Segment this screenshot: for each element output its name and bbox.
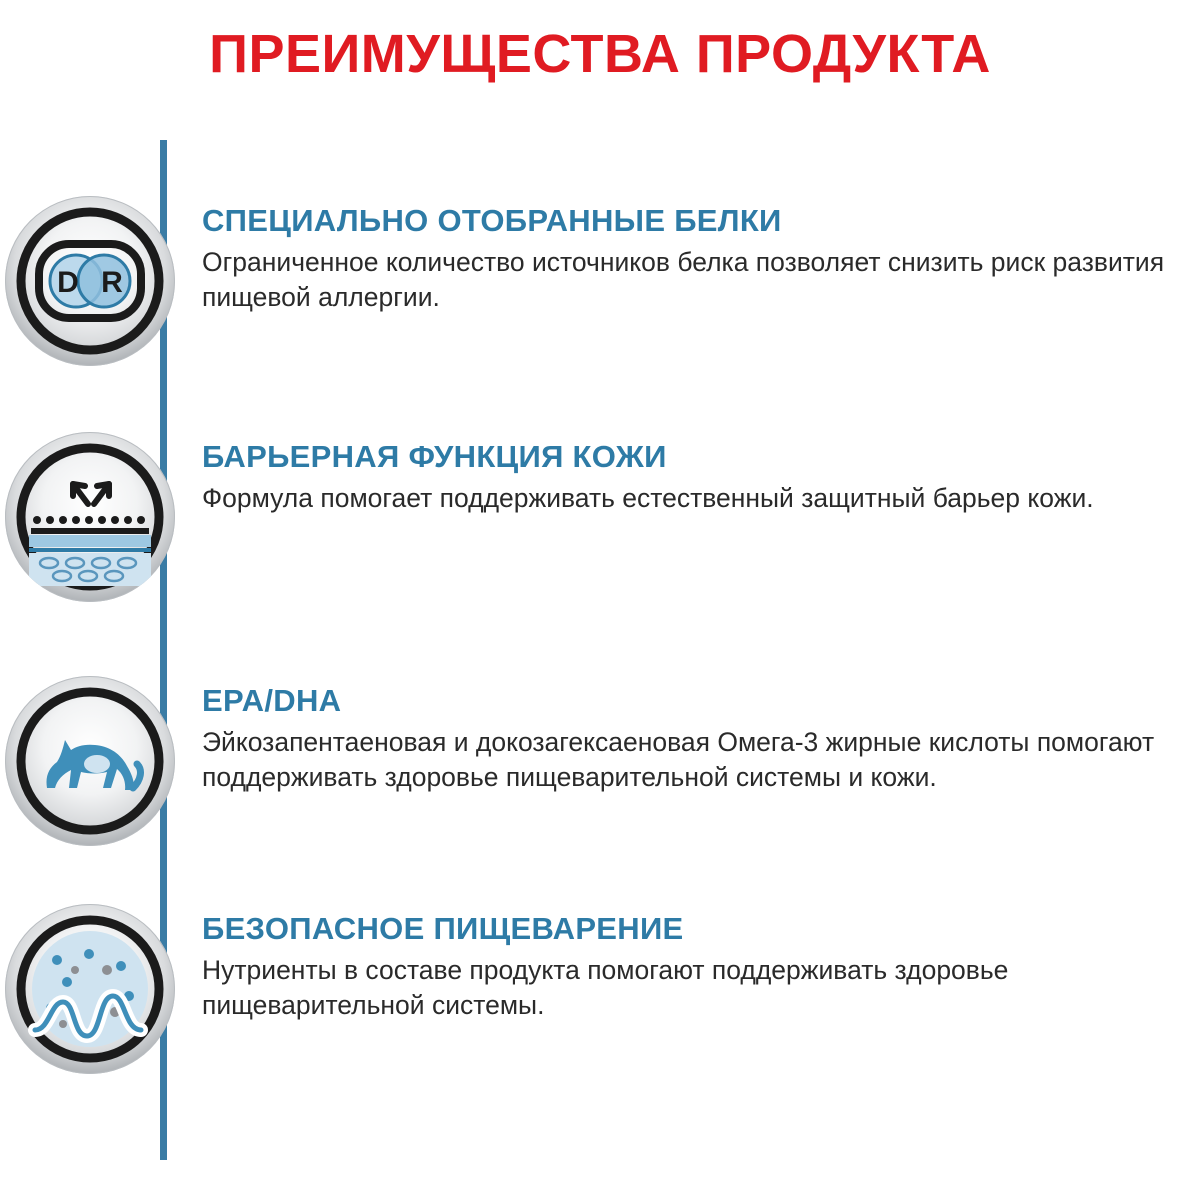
benefit-title: БАРЬЕРНАЯ ФУНКЦИЯ КОЖИ [202, 439, 667, 474]
benefit-icon-wrap [0, 670, 180, 846]
benefit-text [180, 898, 1200, 1023]
benefit-icon-wrap [0, 898, 180, 1074]
svg-text:R: R [101, 266, 123, 299]
dr-lenses-icon [5, 196, 175, 366]
benefit-text [180, 670, 1200, 795]
benefit-item [0, 190, 1200, 366]
benefit-title: СПЕЦИАЛЬНО ОТОБРАННЫЕ БЕЛКИ [202, 203, 782, 238]
benefit-text [180, 426, 1200, 516]
benefit-description: Эйкозапентаеновая и докозагексаеновая Омега-3 жирные кислоты помогают поддерживать здоровье пищеварительной системы и кожи. [202, 726, 1155, 792]
skin-barrier-icon [5, 432, 175, 602]
benefit-item [0, 426, 1200, 602]
benefit-icon-wrap [0, 426, 180, 602]
benefit-title: EPA/DHA [202, 683, 342, 718]
benefits-list [0, 190, 1200, 1116]
cat-digestive-icon [5, 676, 175, 846]
benefit-title: БЕЗОПАСНОЕ ПИЩЕВАРЕНИЕ [202, 911, 684, 946]
svg-text:D: D [57, 266, 79, 299]
benefit-description: Формула помогает поддерживать естественный защитный барьер кожи. [202, 482, 1094, 513]
gut-digestion-icon [5, 904, 175, 1074]
benefit-item [0, 670, 1200, 846]
benefit-icon-wrap [0, 190, 180, 366]
benefit-text [180, 190, 1200, 315]
benefit-description: Ограниченное количество источников белка позволяет снизить риск развития пищевой аллергии. [202, 246, 1165, 312]
page-title: ПРЕИМУЩЕСТВА ПРОДУКТА [209, 24, 991, 84]
benefit-description: Нутриенты в составе продукта помогают поддерживать здоровье пищеварительной системы. [202, 954, 1009, 1020]
benefit-item [0, 898, 1200, 1074]
